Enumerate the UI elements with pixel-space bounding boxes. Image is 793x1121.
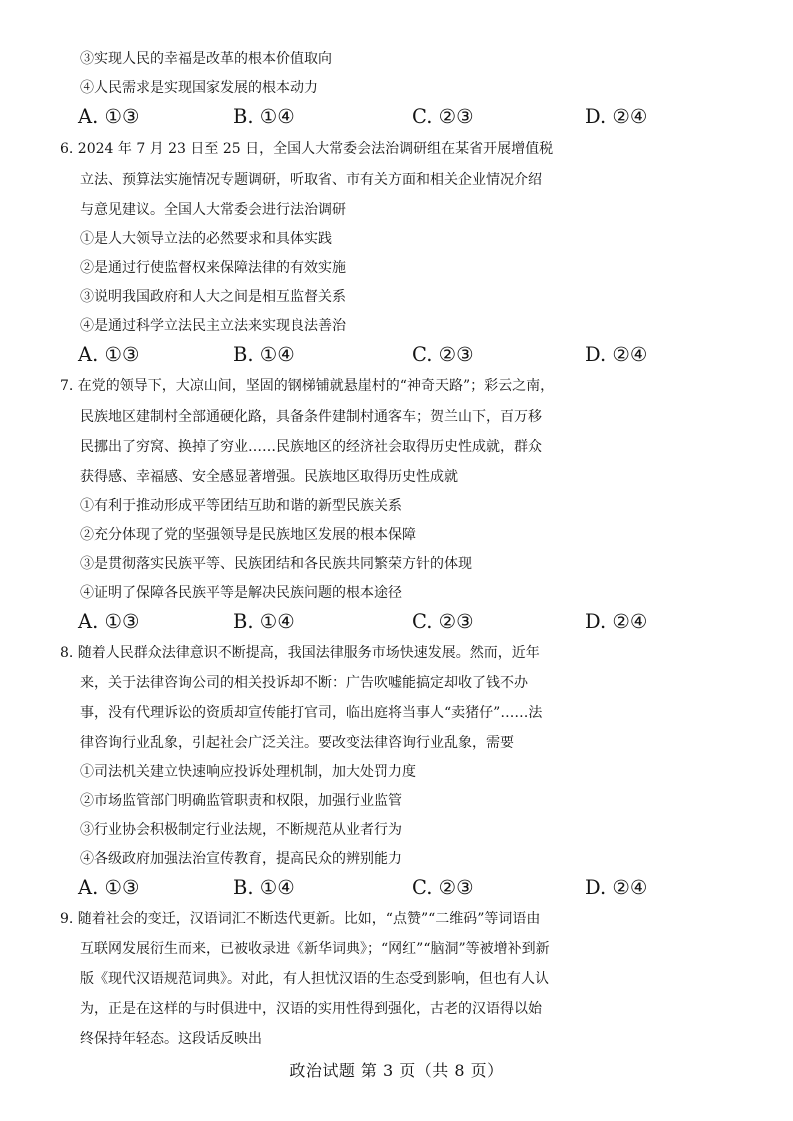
q5-options bbox=[0, 104, 793, 130]
q5-option-c[interactable]: C. ②③ bbox=[412, 105, 474, 128]
q9-stem-line-4: 为，正是在这样的与时俱进中，汉语的实用性得到强化，古老的汉语得以始 bbox=[80, 1001, 542, 1017]
q6-options bbox=[0, 342, 793, 368]
q8-stem-line-1: 8. 随着人民群众法律意识不断提高，我国法律服务市场快速发展。然而，近年 bbox=[60, 645, 540, 661]
q6-item-1: ①是人大领导立法的必然要求和具体实践 bbox=[80, 231, 332, 247]
q6-option-d[interactable]: D. ②④ bbox=[585, 343, 648, 366]
q6-item-4: ④是通过科学立法民主立法来实现良法善治 bbox=[80, 318, 346, 334]
q6-stem-line-2: 立法、预算法实施情况专题调研，听取省、市有关方面和相关企业情况介绍 bbox=[80, 172, 542, 188]
q5-item-3: ③实现人民的幸福是改革的根本价值取向 bbox=[80, 51, 332, 67]
q9-stem-line-3: 版《现代汉语规范词典》。对此，有人担忧汉语的生态受到影响，但也有人认 bbox=[80, 971, 549, 987]
q8-stem-line-3: 事，没有代理诉讼的资质却宣传能打官司，临出庭将当事人“卖猪仔”……法 bbox=[80, 705, 543, 721]
q6-stem-line-3: 与意见建议。全国人大常委会进行法治调研 bbox=[80, 202, 346, 218]
q6-item-2: ②是通过行使监督权来保障法律的有效实施 bbox=[80, 260, 346, 276]
q9-stem-line-5: 终保持年轻态。这段话反映出 bbox=[80, 1031, 262, 1047]
q5-item-4: ④人民需求是实现国家发展的根本动力 bbox=[80, 80, 318, 96]
q8-item-1: ①司法机关建立快速响应投诉处理机制，加大处罚力度 bbox=[80, 764, 416, 780]
q6-option-b[interactable]: B. ①④ bbox=[233, 343, 295, 366]
q8-stem-line-2: 来，关于法律咨询公司的相关投诉却不断：广告吹嘘能搞定却收了钱不办 bbox=[80, 675, 528, 691]
q6-option-a[interactable]: A. ①③ bbox=[78, 343, 140, 366]
q7-stem-line-2: 民族地区建制村全部通硬化路，具备条件建制村通客车；贺兰山下，百万移 bbox=[80, 409, 542, 425]
page-footer: 政治试题 第 3 页（共 8 页） bbox=[289, 1061, 504, 1080]
q8-item-2: ②市场监管部门明确监管职责和权限，加强行业监管 bbox=[80, 793, 402, 809]
q7-item-4: ④证明了保障各民族平等是解决民族问题的根本途径 bbox=[80, 585, 402, 601]
q7-option-a[interactable]: A. ①③ bbox=[78, 610, 140, 633]
q7-options bbox=[0, 609, 793, 635]
q7-item-3: ③是贯彻落实民族平等、民族团结和各民族共同繁荣方针的体现 bbox=[80, 556, 472, 572]
q8-option-a[interactable]: A. ①③ bbox=[78, 876, 140, 899]
q5-option-d[interactable]: D. ②④ bbox=[585, 105, 648, 128]
q9-stem-line-2: 互联网发展衍生而来，已被收录进《新华词典》；“网红”“脑洞”等被增补到新 bbox=[80, 941, 550, 957]
q8-option-d[interactable]: D. ②④ bbox=[585, 876, 648, 899]
q7-stem-line-1: 7. 在党的领导下，大凉山间，坚固的钢梯铺就悬崖村的“神奇天路”；彩云之南， bbox=[60, 378, 555, 394]
q7-item-1: ①有利于推动形成平等团结互助和谐的新型民族关系 bbox=[80, 498, 402, 514]
q8-option-c[interactable]: C. ②③ bbox=[412, 876, 474, 899]
q6-item-3: ③说明我国政府和人大之间是相互监督关系 bbox=[80, 289, 346, 305]
q7-option-d[interactable]: D. ②④ bbox=[585, 610, 648, 633]
q7-item-2: ②充分体现了党的坚强领导是民族地区发展的根本保障 bbox=[80, 527, 416, 543]
q7-stem-line-3: 民挪出了穷窝、换掉了穷业……民族地区的经济社会取得历史性成就，群众 bbox=[80, 439, 542, 455]
q5-option-a[interactable]: A. ①③ bbox=[78, 105, 140, 128]
q8-item-3: ③行业协会积极制定行业法规，不断规范从业者行为 bbox=[80, 822, 402, 838]
q6-stem-line-1: 6. 2024 年 7 月 23 日至 25 日，全国人大常委会法治调研组在某省开展增值税 bbox=[60, 141, 554, 157]
q8-options bbox=[0, 875, 793, 901]
q6-option-c[interactable]: C. ②③ bbox=[412, 343, 474, 366]
q9-stem-line-1: 9. 随着社会的变迁，汉语词汇不断迭代更新。比如，“点赞”“二维码”等词语由 bbox=[60, 911, 541, 927]
q7-option-b[interactable]: B. ①④ bbox=[233, 610, 295, 633]
q7-option-c[interactable]: C. ②③ bbox=[412, 610, 474, 633]
q8-item-4: ④各级政府加强法治宣传教育，提高民众的辨别能力 bbox=[80, 851, 402, 867]
q7-stem-line-4: 获得感、幸福感、安全感显著增强。民族地区取得历史性成就 bbox=[80, 469, 458, 485]
q8-stem-line-4: 律咨询行业乱象，引起社会广泛关注。要改变法律咨询行业乱象，需要 bbox=[80, 735, 514, 751]
q5-option-b[interactable]: B. ①④ bbox=[233, 105, 295, 128]
q8-option-b[interactable]: B. ①④ bbox=[233, 876, 295, 899]
